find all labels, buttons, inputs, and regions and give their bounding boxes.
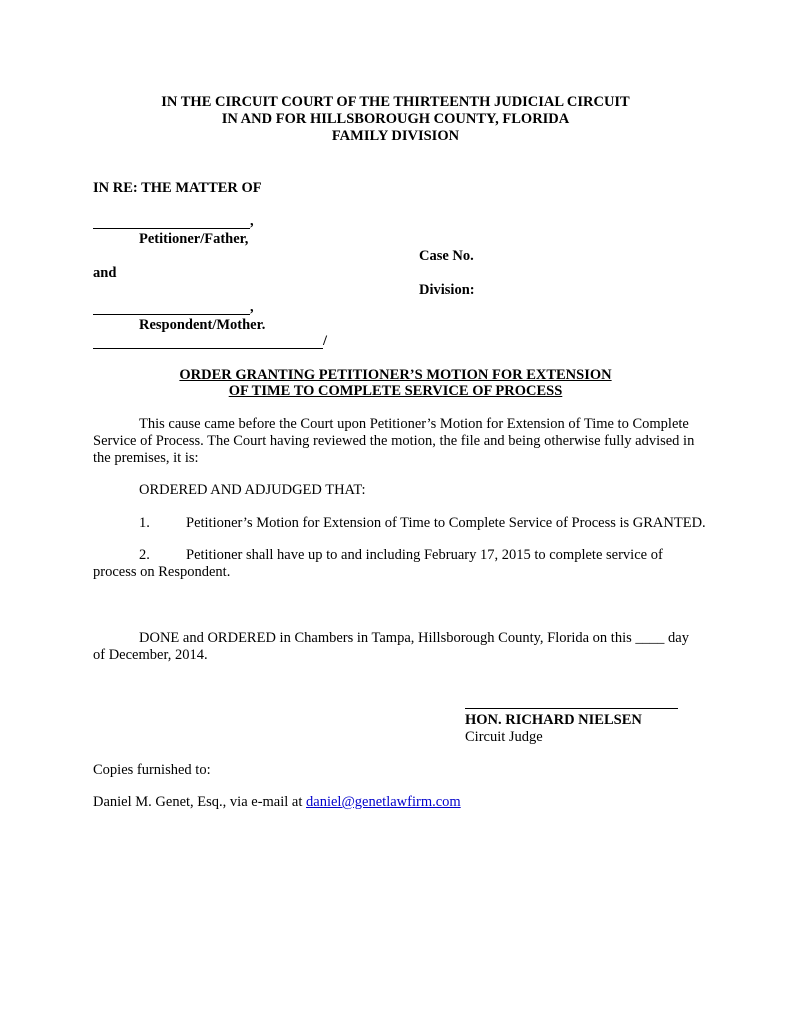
judge-title: Circuit Judge bbox=[465, 729, 543, 745]
respondent-comma: , bbox=[250, 299, 254, 315]
respondent-name-blank bbox=[93, 314, 250, 315]
petitioner-label: Petitioner/Father, bbox=[139, 231, 249, 247]
in-re-label: IN RE: THE MATTER OF bbox=[93, 180, 262, 196]
order-title-line1: ORDER GRANTING PETITIONER’S MOTION FOR EXTENSION bbox=[179, 367, 612, 383]
recipient-text: Daniel M. Genet, Esq., via e-mail at bbox=[93, 794, 307, 810]
court-name-line1: IN THE CIRCUIT COURT OF THE THIRTEENTH JUDICIAL CIRCUIT bbox=[161, 94, 630, 110]
petitioner-comma: , bbox=[250, 213, 254, 229]
court-division: FAMILY DIVISION bbox=[331, 128, 460, 144]
copies-furnished-label: Copies furnished to: bbox=[93, 762, 211, 778]
division-label: Division: bbox=[419, 282, 475, 298]
item2-number: 2. bbox=[139, 547, 150, 563]
item2-text: Petitioner shall have up to and including February 17, 2015 to complete service of process on Respondent. bbox=[93, 547, 663, 580]
petitioner-name-blank bbox=[93, 228, 250, 229]
done-and-ordered-paragraph: DONE and ORDERED in Chambers in Tampa, Hillsborough County, Florida on this ____ day of December, 2014. bbox=[93, 630, 689, 663]
copies-recipient-line bbox=[93, 794, 461, 811]
order-title-line2: OF TIME TO COMPLETE SERVICE OF PROCESS bbox=[228, 383, 563, 399]
signature-line bbox=[465, 708, 678, 709]
caption-slash: / bbox=[323, 333, 328, 349]
item1-text: Petitioner’s Motion for Extension of Time to Complete Service of Process is GRANTED. bbox=[186, 515, 706, 531]
intro-paragraph: This cause came before the Court upon Petitioner’s Motion for Extension of Time to Complete Service of Process. The Court having reviewed the motion, the file and being otherwise fully advised in the premises, it is: bbox=[93, 416, 695, 466]
recipient-email-link[interactable]: daniel@genetlawfirm.com bbox=[306, 794, 461, 810]
caption-closing-line bbox=[93, 348, 323, 349]
case-number-label: Case No. bbox=[419, 248, 474, 264]
judge-name: HON. RICHARD NIELSEN bbox=[465, 712, 642, 728]
item2-paragraph bbox=[93, 547, 699, 581]
court-name-line2: IN AND FOR HILLSBOROUGH COUNTY, FLORIDA bbox=[221, 111, 570, 127]
ordered-heading: ORDERED AND ADJUDGED THAT: bbox=[139, 482, 366, 498]
and-label: and bbox=[93, 265, 117, 281]
item1-number: 1. bbox=[139, 515, 150, 531]
respondent-label: Respondent/Mother. bbox=[139, 317, 266, 333]
